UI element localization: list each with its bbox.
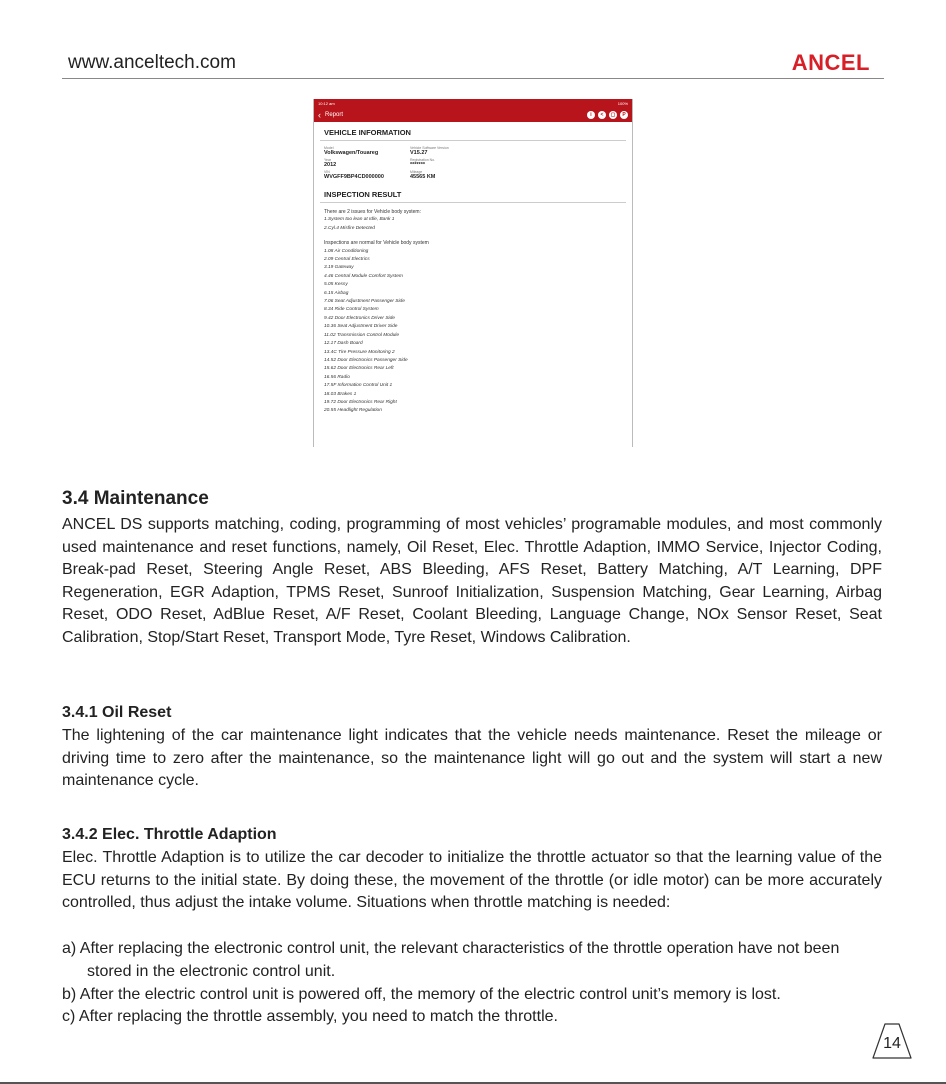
- field-value: *******: [410, 162, 425, 168]
- list-item: 7.06 Seat Adjustment Passenger Side: [324, 299, 405, 305]
- list-item: 13.4C Tire Pressure Monitoring 2: [324, 349, 395, 355]
- field-value: Volkswagen/Touareg: [324, 150, 379, 156]
- list-item: 15.62 Door Electronics Rear Left: [324, 366, 394, 372]
- normal-heading: Inspections are normal for Vehicle body system: [324, 240, 429, 247]
- status-battery: 100%: [617, 101, 628, 106]
- chevron-left-icon[interactable]: ‹: [318, 109, 321, 120]
- list-item: 10.36 Seat Adjustment Driver Side: [324, 324, 398, 330]
- field-value: V15.27: [410, 150, 428, 156]
- list-item: b) After the electric control unit is powered off, the memory of the electric control unit’s memory is lost.: [62, 985, 781, 1003]
- list-item: 9.42 Door Electronics Driver Side: [324, 315, 395, 321]
- info-icon[interactable]: i: [587, 111, 595, 119]
- field-year: [324, 158, 410, 168]
- list-item: 19.72 Door Electronics Rear Right: [324, 399, 397, 405]
- field-software-version: [410, 146, 510, 156]
- field-label: Vehicle Software Version: [410, 146, 449, 150]
- status-bar: [314, 99, 632, 108]
- list-item: 4.46 Central Module Comfort System: [324, 273, 403, 279]
- field-value: 45565 KM: [410, 174, 436, 180]
- field-registration: [410, 158, 510, 168]
- field-model: [324, 146, 410, 156]
- status-time: 10:12 am: [318, 101, 335, 106]
- app-bar-title: Report: [325, 112, 344, 118]
- report-screenshot: [313, 99, 633, 447]
- section-heading-throttle: 3.4.2 Elec. Throttle Adaption: [62, 826, 277, 843]
- list-item: 18.03 Brakes 1: [324, 391, 357, 397]
- section-divider: [320, 140, 626, 141]
- list-item: 16.56 Radio: [324, 374, 350, 380]
- list-item: 1.08 Air Conditioning: [324, 248, 369, 254]
- oil-reset-paragraph: The lightening of the car maintenance light indicates that the vehicle needs maintenance. Reset the mileage or driving time to zero after the maintenance, so the maintenance light will go out and the system will start a new maintenance cycle.: [62, 727, 882, 790]
- field-vin: [324, 170, 410, 180]
- page-number-badge: [871, 1022, 913, 1060]
- list-item: 5.05 Kessy: [324, 282, 348, 288]
- field-label: VIN: [324, 170, 330, 174]
- field-label: Mileage: [410, 170, 423, 174]
- throttle-paragraph: Elec. Throttle Adaption is to utilize the car decoder to initialize the throttle actuator so that the learning value of the ECU returns to the initial state. By doing these, the movement of the throttle (or idle motor) can be more accurately controlled, thus adjust the intake volume. Situations when throttle matching is needed:: [62, 849, 882, 912]
- list-item: 2.09 Central Electrics: [324, 257, 370, 263]
- field-mileage: [410, 170, 510, 180]
- field-label: Model: [324, 146, 334, 150]
- ancel-logo: ANCEL: [791, 50, 870, 75]
- field-value: 2012: [324, 162, 337, 168]
- field-value: WVGFF9BP4CD000000: [324, 174, 384, 180]
- print-icon[interactable]: ▢: [610, 112, 616, 118]
- list-item: 12.17 Dash Board: [324, 341, 363, 347]
- list-item: 1.System too lean at Idle, Bank 1: [324, 217, 395, 223]
- page-badge-shape: [871, 1022, 913, 1060]
- maintenance-paragraph: ANCEL DS supports matching, coding, programming of most vehicles’ programable modules, and most commonly used maintenance and reset functions, namely, Oil Reset, Elec. Throttle Adaption, IMMO Service, Injector Coding, Break-pad Reset, Steering Angle Reset, ABS Bleeding, AFS Reset, Battery Matching, A/T Learning, DPF Regeneration, EGR Adaption, TPMS Reset, Sunroof Initialization, Suspension Matching, Gear Learning, Airbag Reset, ODO Reset, AdBlue Reset, A/F Reset, Coolant Bleeding, Language Change, NOx Sensor Reset, Seat Calibration, Stop/Start Reset, Transport Mode, Tyre Reset, Windows Calibration.: [62, 516, 882, 646]
- page-number: 14: [883, 1035, 901, 1052]
- pdf-icon[interactable]: P: [620, 111, 628, 119]
- field-label: Registration No.: [410, 158, 436, 162]
- header-url: www.anceltech.com: [68, 52, 236, 73]
- list-item: 8.34 Ride Control System: [324, 307, 379, 313]
- field-label: Year: [324, 158, 332, 162]
- list-item: 2.Cyl.4 Misfire Detected: [324, 225, 375, 231]
- list-item: 11.02 Transmission Control Module: [324, 332, 400, 338]
- inspection-result-title: INSPECTION RESULT: [324, 190, 402, 199]
- share-icon[interactable]: <: [598, 111, 606, 119]
- list-item: 17.5F Information Control Unit 1: [324, 383, 393, 389]
- section-heading-maintenance: 3.4 Maintenance: [62, 488, 209, 509]
- list-item: 3.19 Gateway: [324, 265, 354, 271]
- throttle-situations-list: [62, 938, 882, 1029]
- list-item: a) After replacing the electronic control unit, the relevant characteristics of the throttle operation have not been stored in the electronic control unit.: [62, 940, 840, 980]
- app-bar: [314, 108, 632, 122]
- vehicle-info-title: VEHICLE INFORMATION: [324, 128, 411, 137]
- vehicle-info-grid: [324, 146, 622, 180]
- section-heading-oil-reset: 3.4.1 Oil Reset: [62, 704, 172, 721]
- list-item: 20.55 Headlight Regulation: [324, 408, 382, 414]
- list-item: 6.15 Airbag: [324, 290, 349, 296]
- header-divider: [62, 78, 884, 79]
- list-item: c) After replacing the throttle assembly, you need to match the throttle.: [62, 1008, 558, 1026]
- issues-heading: There are 2 issues for Vehicle body system:: [324, 209, 421, 215]
- list-item: 14.52 Door Electronics Passenger Side: [324, 357, 408, 363]
